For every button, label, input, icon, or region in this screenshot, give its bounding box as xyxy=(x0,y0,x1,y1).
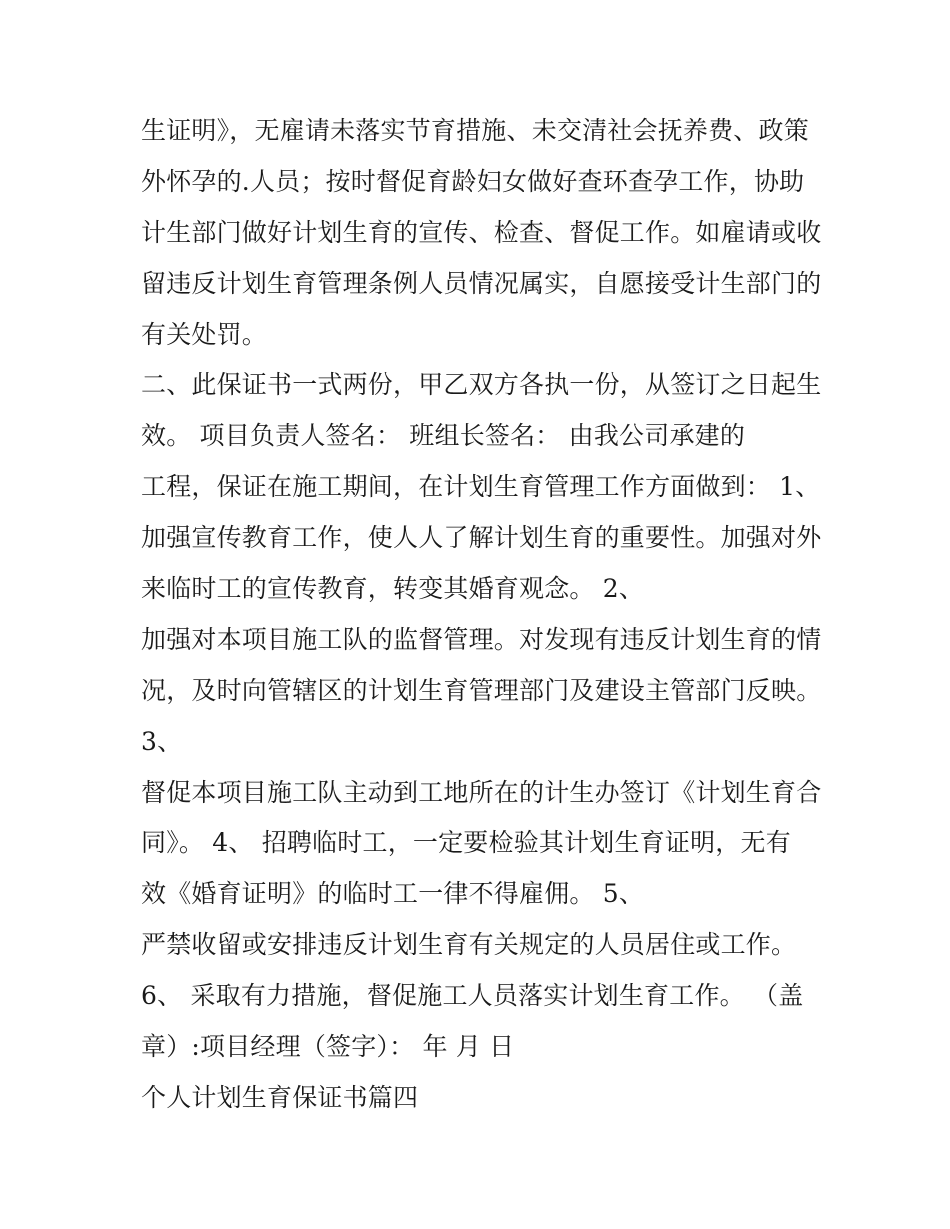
text-line: 况，及时向管辖区的计划生育管理部门及建设主管部门反映。 xyxy=(141,675,822,705)
text-line: 效《婚育证明》的临时工一律不得雇佣。 5、 xyxy=(141,879,645,909)
text-line: 有关处罚。 xyxy=(141,319,268,349)
text-line: 工程，保证在施工期间，在计划生育管理工作方面做到： 1、 xyxy=(141,472,821,502)
section-heading: 个人计划生育保证书篇四 xyxy=(141,1082,419,1112)
text-line: 效。 项目负责人签名： 班组长签名： 由我公司承建的 xyxy=(141,421,746,451)
text-line: 同》。 4、 招聘临时工，一定要检验其计划生育证明，无有 xyxy=(141,828,791,858)
text-line: 章）:项目经理（签字）： 年 月 日 xyxy=(141,1032,515,1062)
text-line: 6、 采取有力措施，督促施工人员落实计划生育工作。 （盖 xyxy=(141,981,804,1011)
text-line: 加强对本项目施工队的监督管理。对发现有违反计划生育的情 xyxy=(141,624,822,654)
text-line: 来临时工的宣传教育，转变其婚育观念。 2、 xyxy=(141,574,645,604)
text-line: 留违反计划生育管理条例人员情况属实，自愿接受计生部门的 xyxy=(141,268,822,298)
text-line: 严禁收留或安排违反计划生育有关规定的人员居住或工作。 xyxy=(141,930,797,960)
document-body xyxy=(141,106,821,1124)
text-line: 生证明》，无雇请未落实节育措施、未交清社会抚养费、政策 xyxy=(141,116,809,145)
text-line: 加强宣传教育工作，使人人了解计划生育的重要性。加强对外 xyxy=(141,523,822,553)
text-line: 二、此保证书一式两份，甲乙双方各执一份，从签订之日起生 xyxy=(141,370,822,400)
text-line: 计生部门做好计划生育的宣传、检查、督促工作。如雇请或收 xyxy=(141,217,822,247)
text-line: 3、 xyxy=(141,726,183,756)
text-line: 外怀孕的.人员；按时督促育龄妇女做好查环查孕工作，协助 xyxy=(141,166,805,196)
text-line: 督促本项目施工队主动到工地所在的计生办签订《计划生育合 xyxy=(141,777,822,807)
